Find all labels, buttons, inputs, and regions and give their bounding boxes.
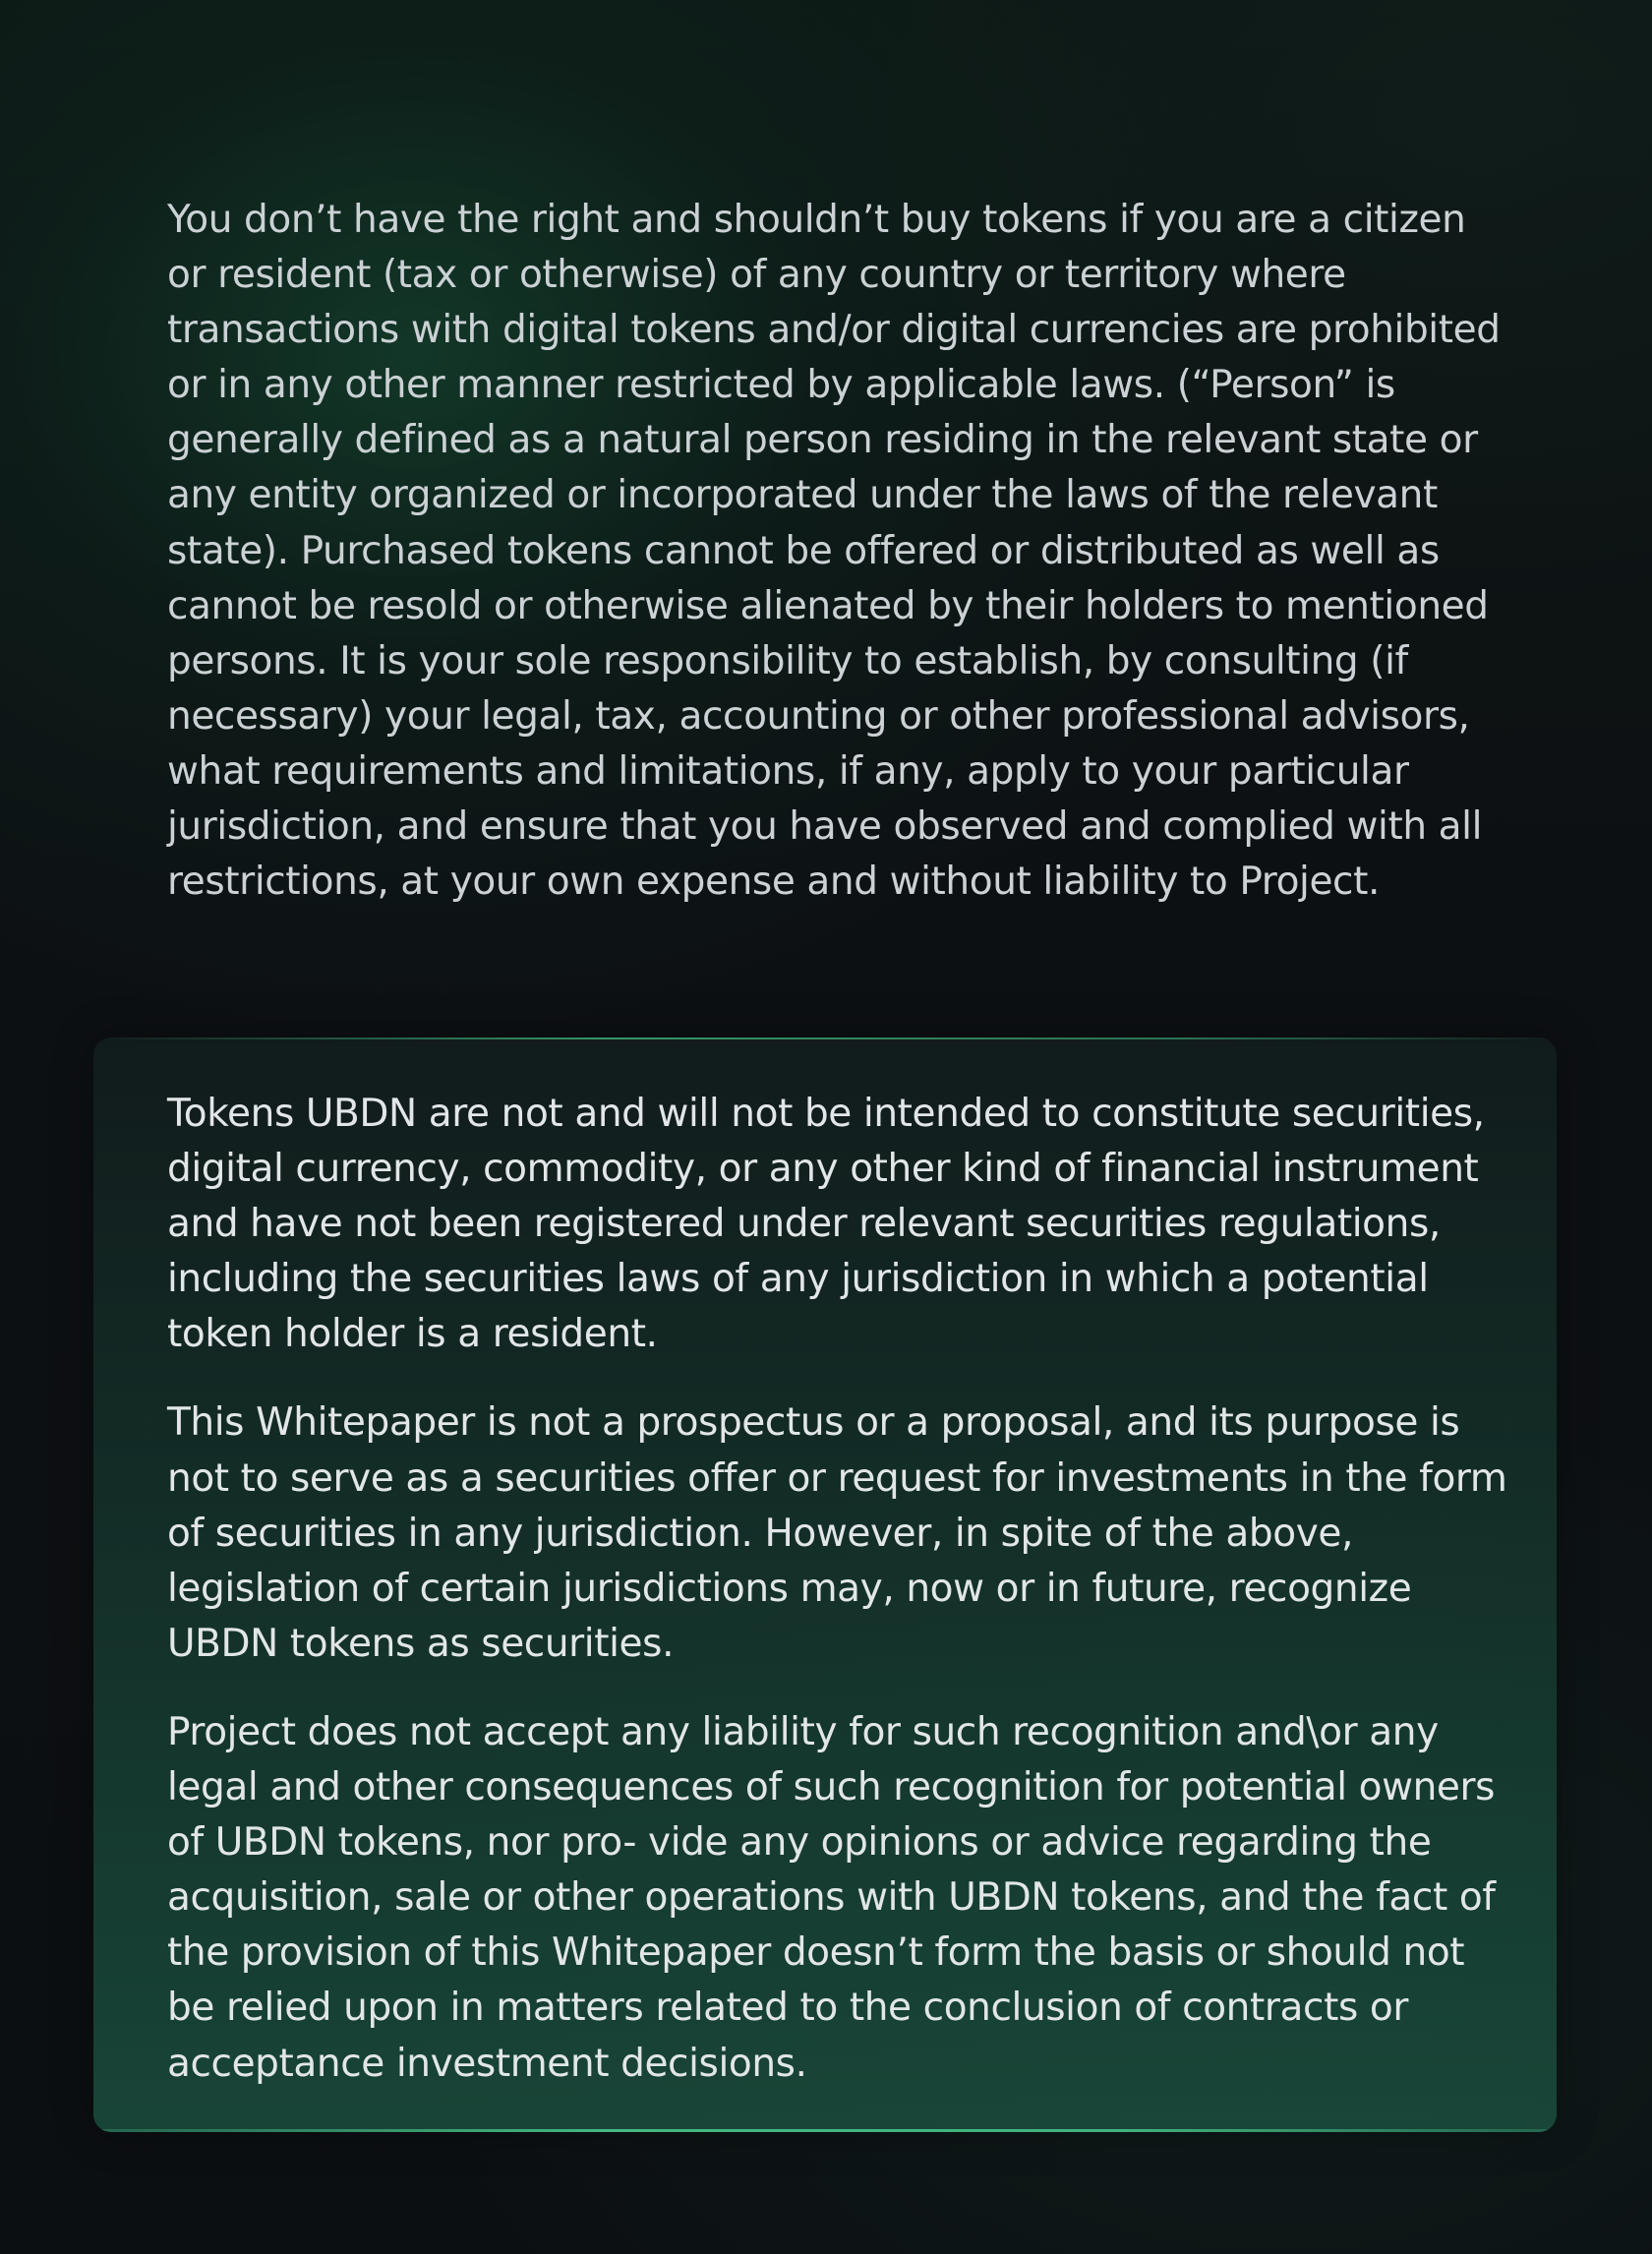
intro-paragraph: You don’t have the right and shouldn’t buy tokens if you are a citizen or resident (tax or otherwise) of any country or territory where transactions with digital tokens and/or digital currencies are prohibited or in any other manner restricted by applicable laws. (“Person” is generally defined as a natural person residing in the relevant state or any entity organized or incorporated under the laws of the relevant state). Purchased tokens cannot be offered or distributed as well as cannot be resold or otherwise alienated by their holders to mentioned persons. It is your sole responsibility to establish, by consulting (if necessary) your legal, tax, accounting or other professional advisors, what requirements and limitations, if any, apply to your particular jurisdiction, and ensure that you have observed and complied with all restrictions, at your own expense and without liability to Project.: [167, 198, 1501, 905]
card-top-divider: [93, 1038, 1557, 1039]
card-bottom-divider: [93, 2129, 1557, 2132]
card-body: [167, 1087, 1514, 2125]
notice-paragraph-liability: Project does not accept any liability for such recognition and\or any legal and other consequences of such recognition for potential owners of UBDN tokens, nor pro- vide any opinions or advice regarding the acquisition, sale or other operations with UBDN tokens, and the fact of the provision of this Whitepaper doesn’t form the basis or should not be relied upon in matters related to the conclusion of contracts or acceptance investment decisions.: [167, 1709, 1496, 2086]
notice-paragraph-tokens-status: Tokens UBDN are not and will not be intended to constitute securities, digital currency, commodity, or any other kind of financial instrument and have not been registered under relevant securities regulations, including the securities laws of any jurisdiction in which a potential token holder is a resident.: [167, 1092, 1485, 1357]
notice-paragraph-not-prospectus: This Whitepaper is not a prospectus or a proposal, and its purpose is not to serve as a securities offer or request for investments in the form of securities in any jurisdiction. However, in spite of the above, legislation of certain jurisdictions may, now or in future, recognize UBDN tokens as securities.: [167, 1400, 1507, 1666]
securities-notice-card: [93, 1038, 1557, 2132]
